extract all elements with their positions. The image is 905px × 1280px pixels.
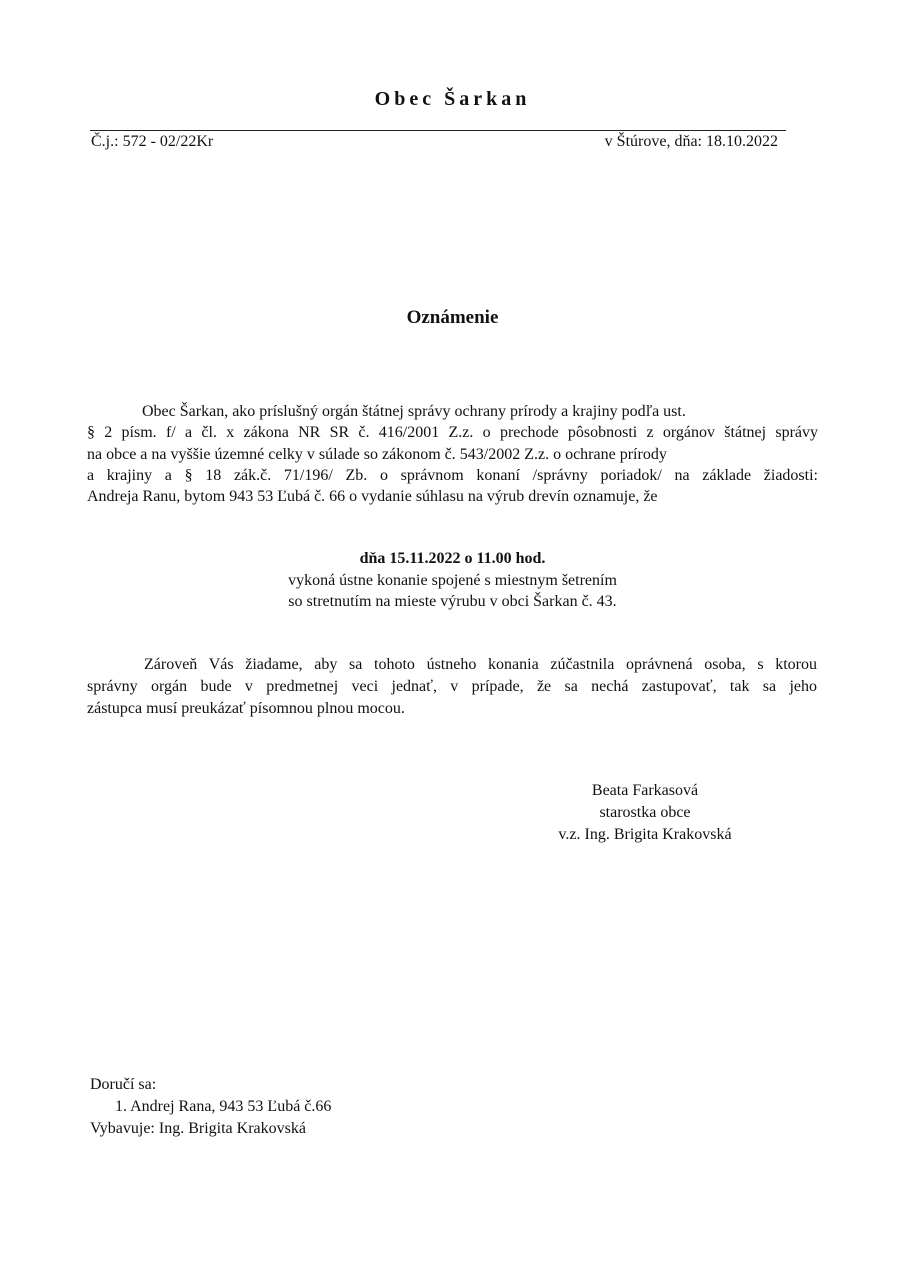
hearing-location: so stretnutím na mieste výrubu v obci Šarkan č. 43. bbox=[288, 593, 617, 610]
signatory-name: Beata Farkasová bbox=[591, 782, 699, 799]
municipality-title: Obec Šarkan bbox=[374, 88, 531, 110]
signature-block bbox=[520, 780, 770, 846]
paragraph-line: § 2 písm. f/ a čl. x zákona NR SR č. 416/2001 Z.z. o prechode pôsobnosti z orgánov štátnej správy bbox=[87, 424, 818, 442]
handled-by: Vybavuje: Ing. Brigita Krakovská bbox=[90, 1120, 306, 1137]
place-and-date: v Štúrove, dňa: 18.10.2022 bbox=[604, 133, 778, 150]
signatory-role: starostka obce bbox=[599, 804, 691, 821]
paragraph-line: na obce a na vyššie územné celky v súlade so zákonom č. 543/2002 Z.z. o ochrane prírody bbox=[87, 445, 667, 463]
paragraph-line: Andreja Ranu, bytom 943 53 Ľubá č. 66 o vydanie súhlasu na výrub drevín oznamuje, že bbox=[87, 488, 658, 506]
delivery-label: Doručí sa: bbox=[90, 1076, 157, 1093]
paragraph-line: Zároveň Vás žiadame, aby sa tohoto ústneho konania zúčastnila oprávnená osoba, s ktorou bbox=[144, 656, 817, 673]
paragraph-line: správny orgán bude v predmetnej veci jednať, v prípade, že sa nechá zastupovať, tak sa jeho bbox=[87, 678, 817, 695]
delivery-recipient: 1. Andrej Rana, 943 53 Ľubá č.66 bbox=[115, 1098, 332, 1115]
paragraph-line: Obec Šarkan, ako príslušný orgán štátnej správy ochrany prírody a krajiny podľa ust. bbox=[142, 403, 686, 420]
signatory-deputy: v.z. Ing. Brigita Krakovská bbox=[558, 826, 732, 843]
reference-number: Č.j.: 572 - 02/22Kr bbox=[91, 133, 214, 150]
hearing-details bbox=[0, 548, 905, 613]
paragraph-line: a krajiny a § 18 zák.č. 71/196/ Zb. o správnom konaní /správny poriadok/ na základe žiadosti: bbox=[87, 466, 818, 484]
request-paragraph bbox=[87, 654, 817, 720]
paragraph-line: zástupca musí preukázať písomnou plnou mocou. bbox=[87, 700, 405, 717]
delivery-block bbox=[90, 1074, 331, 1140]
hearing-date: dňa 15.11.2022 o 11.00 hod. bbox=[359, 550, 546, 567]
document-title: Oznámenie bbox=[406, 307, 499, 328]
hearing-description: vykoná ústne konanie spojené s miestnym šetrením bbox=[288, 571, 617, 589]
announcement-paragraph bbox=[87, 401, 818, 507]
header-divider bbox=[90, 130, 786, 131]
